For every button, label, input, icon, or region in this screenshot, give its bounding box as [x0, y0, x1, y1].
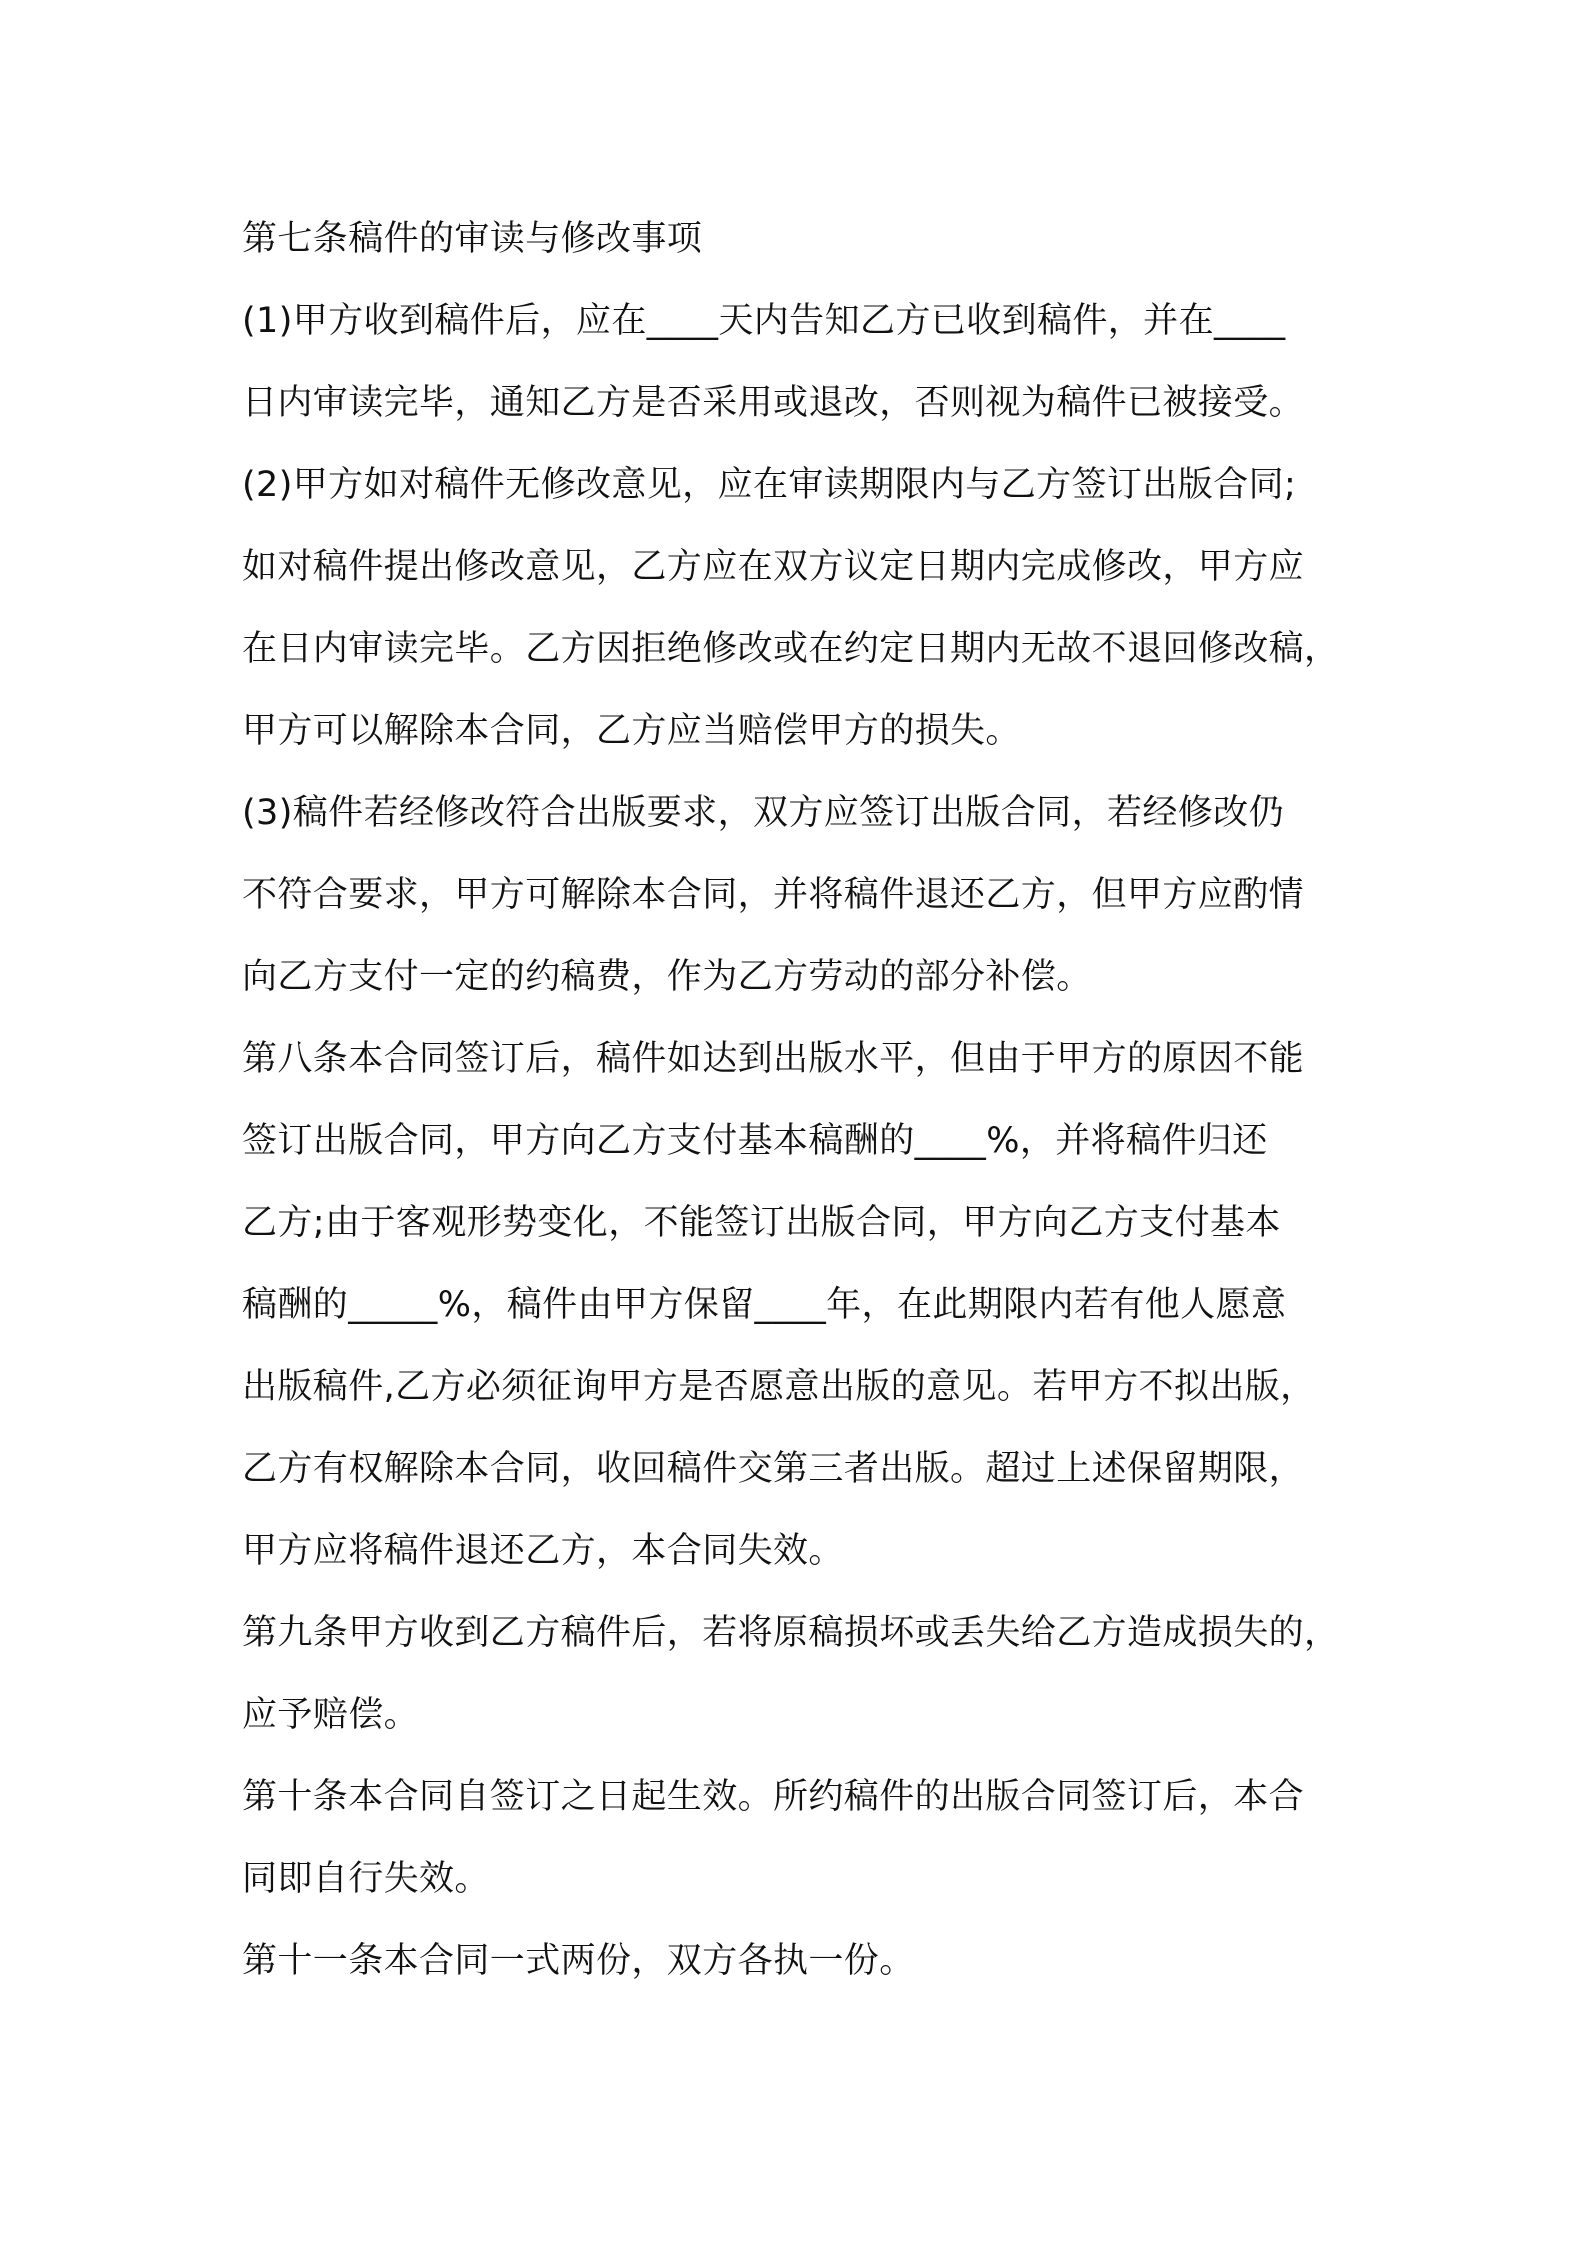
- text-line: (1)甲方收到稿件后，应在____天内告知乙方已收到稿件，并在____: [242, 301, 1286, 341]
- text-line: 第十一条本合同一式两份，双方各执一份。: [242, 1941, 915, 1981]
- text-line: 应予赔偿。: [242, 1695, 420, 1735]
- contract-text: [242, 198, 1382, 2002]
- text-line: 甲方应将稿件退还乙方，本合同失效。: [242, 1531, 844, 1571]
- text-line: 第十条本合同自签订之日起生效。所约稿件的出版合同签订后，本合: [242, 1777, 1305, 1817]
- text-line: 第九条甲方收到乙方稿件后，若将原稿损坏或丢失给乙方造成损失的，: [242, 1613, 1340, 1653]
- text-line: 日内审读完毕，通知乙方是否采用或退改，否则视为稿件已被接受。: [242, 383, 1305, 423]
- text-line: 不符合要求，甲方可解除本合同，并将稿件退还乙方，但甲方应酌情: [242, 875, 1305, 915]
- text-line: 乙方有权解除本合同，收回稿件交第三者出版。超过上述保留期限，: [242, 1449, 1305, 1489]
- text-line: 签订出版合同，甲方向乙方支付基本稿酬的____%，并将稿件归还: [242, 1121, 1268, 1161]
- text-line: 向乙方支付一定的约稿费，作为乙方劳动的部分补偿。: [242, 957, 1092, 997]
- text-line: (3)稿件若经修改符合出版要求，双方应签订出版合同，若经修改仍: [242, 793, 1284, 833]
- text-line: 如对稿件提出修改意见，乙方应在双方议定日期内完成修改，甲方应: [242, 547, 1305, 587]
- text-line: 在日内审读完毕。乙方因拒绝修改或在约定日期内无故不退回修改稿，: [242, 629, 1340, 669]
- text-line: 稿酬的_____%，稿件由甲方保留____年，在此期限内若有他人愿意: [242, 1285, 1287, 1325]
- text-line: 第八条本合同签订后，稿件如达到出版水平，但由于甲方的原因不能: [242, 1039, 1305, 1079]
- text-line: 乙方;由于客观形势变化，不能签订出版合同，甲方向乙方支付基本: [242, 1203, 1281, 1243]
- text-line: 第七条稿件的审读与修改事项: [242, 219, 703, 259]
- text-line: (2)甲方如对稿件无修改意见，应在审读期限内与乙方签订出版合同;: [242, 465, 1297, 505]
- text-line: 同即自行失效。: [242, 1859, 490, 1899]
- text-line: 甲方可以解除本合同，乙方应当赔偿甲方的损失。: [242, 711, 1021, 751]
- text-line: 出版稿件,乙方必须征询甲方是否愿意出版的意见。若甲方不拟出版，: [242, 1367, 1316, 1407]
